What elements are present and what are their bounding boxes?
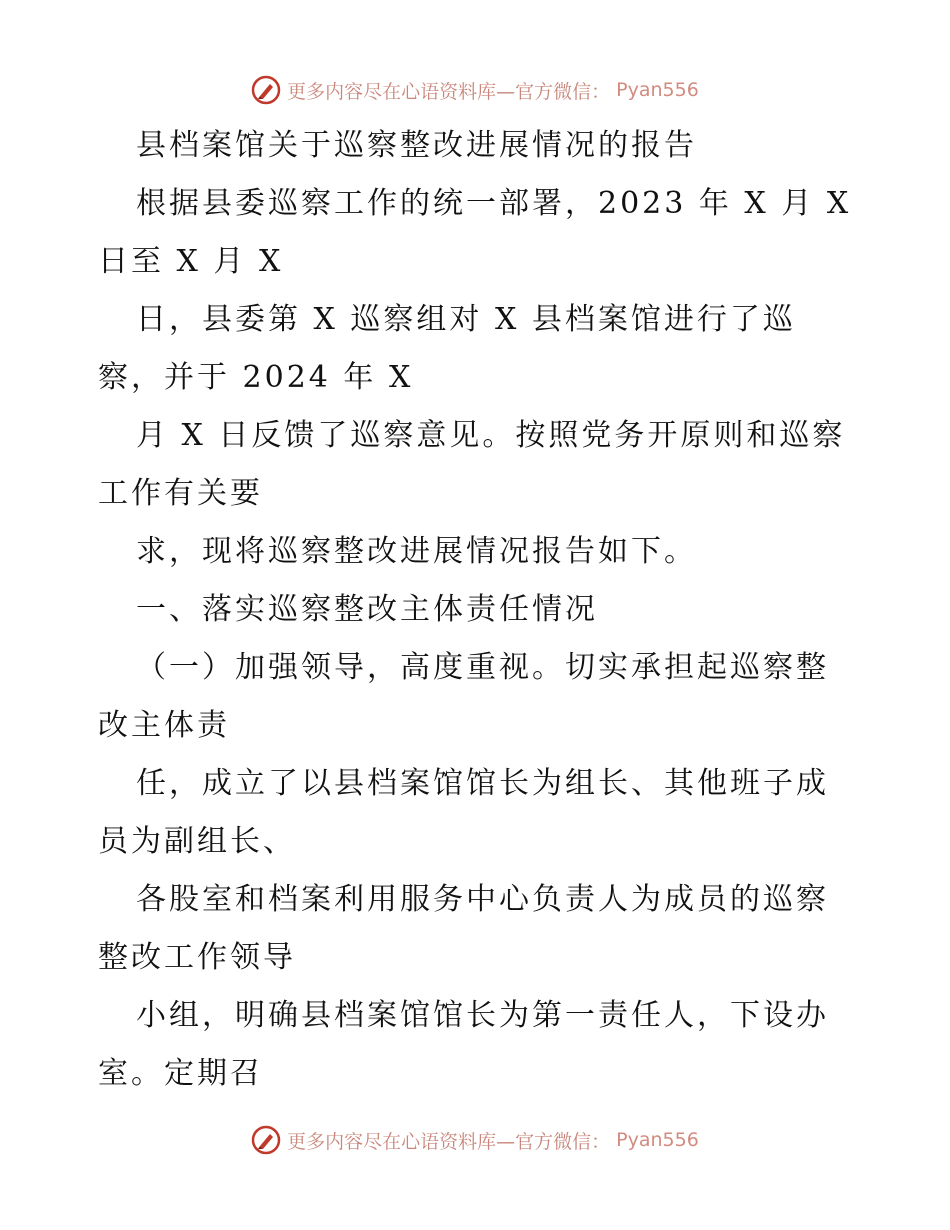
banner-handle: Pyan556 bbox=[616, 1129, 699, 1151]
document-title: 县档案馆关于巡察整改进展情况的报告 bbox=[136, 128, 697, 163]
paragraph-line: （一）加强领导，高度重视。切实承担起巡察整 bbox=[136, 650, 829, 685]
paragraph-line: 小组，明确县档案馆馆长为第一责任人，下设办 bbox=[136, 998, 829, 1033]
paragraph-line: 室。定期召 bbox=[98, 1056, 263, 1091]
paragraph-line: 根据县委巡察工作的统一部署，2023 年 X 月 X bbox=[136, 186, 852, 221]
paragraph-line: 工作有关要 bbox=[98, 476, 263, 511]
pen-logo-icon bbox=[251, 1125, 281, 1155]
footer-watermark-banner bbox=[0, 1122, 950, 1158]
paragraph-line: 各股室和档案利用服务中心负责人为成员的巡察 bbox=[136, 882, 829, 917]
section-heading: 一、落实巡察整改主体责任情况 bbox=[136, 592, 598, 627]
paragraph-line: 月 X 日反馈了巡察意见。按照党务开原则和巡察 bbox=[136, 418, 846, 453]
paragraph-line: 任，成立了以县档案馆馆长为组长、其他班子成 bbox=[136, 766, 829, 801]
banner-text: 更多内容尽在心语资料库—官方微信： bbox=[287, 1130, 611, 1153]
paragraph-line: 员为副组长、 bbox=[98, 824, 296, 859]
paragraph-line: 察，并于 2024 年 X bbox=[98, 360, 414, 395]
paragraph-line: 改主体责 bbox=[98, 708, 230, 743]
banner-handle: Pyan556 bbox=[616, 79, 699, 101]
banner-text: 更多内容尽在心语资料库—官方微信： bbox=[287, 80, 611, 103]
paragraph-line: 日至 X 月 X bbox=[98, 244, 284, 279]
paragraph-line: 日，县委第 X 巡察组对 X 县档案馆进行了巡 bbox=[136, 302, 796, 337]
paragraph-line: 求，现将巡察整改进展情况报告如下。 bbox=[136, 534, 697, 569]
paragraph-line: 整改工作领导 bbox=[98, 940, 296, 975]
